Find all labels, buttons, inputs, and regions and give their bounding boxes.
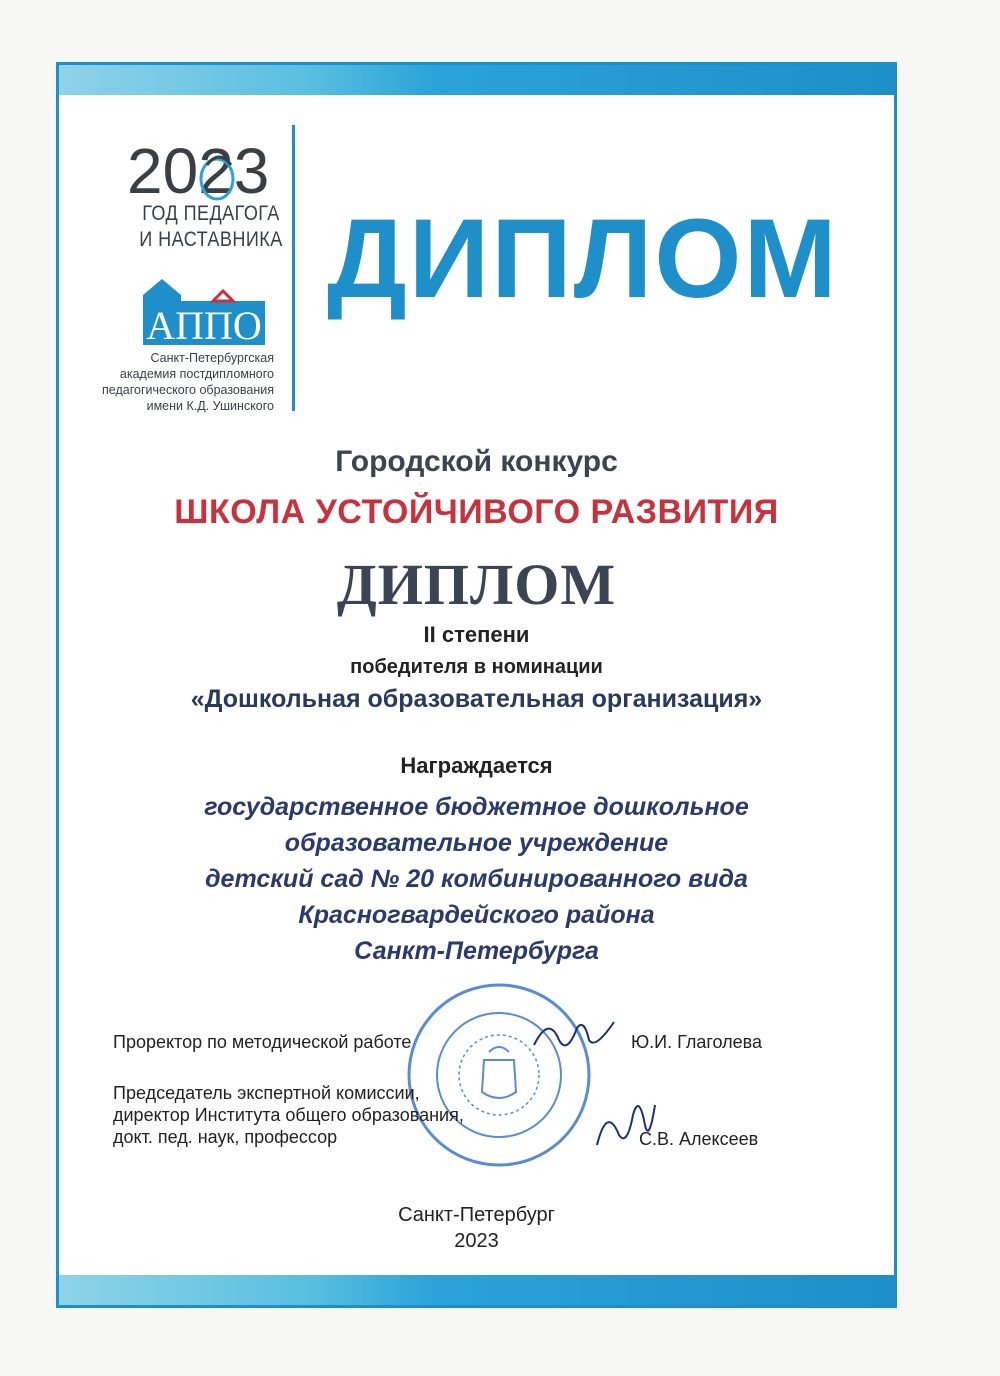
appo-logo bbox=[139, 277, 269, 347]
footer-place-date bbox=[59, 1202, 894, 1254]
year-logo-text: 2023 bbox=[127, 135, 270, 205]
academy-name: Санкт-Петербургская академия постдипломного педагогического образования имени К.Д. Ушинского bbox=[102, 351, 274, 413]
prorector-signature bbox=[529, 1010, 619, 1060]
winner-text: победителя в номинации bbox=[350, 656, 603, 678]
year-logo bbox=[127, 135, 297, 205]
recipient-line: Санкт-Петербурга bbox=[354, 937, 599, 965]
recipient bbox=[59, 789, 894, 969]
prorector-title: Проректор по методической работе bbox=[113, 1032, 412, 1052]
chair-title: Председатель экспертной комиссии, директор Института общего образования, докт. пед. наук, профессор bbox=[113, 1083, 464, 1147]
awarded-label: Награждается bbox=[400, 753, 553, 778]
prorector-name: Ю.И. Глаголева bbox=[631, 1032, 763, 1052]
year-of-teacher-text: ГОД ПЕДАГОГА И НАСТАВНИКА bbox=[139, 202, 283, 251]
diploma-frame bbox=[56, 62, 897, 1308]
footer-city: Санкт-Петербург bbox=[398, 1204, 555, 1226]
top-color-bar bbox=[59, 65, 894, 95]
chair-name: С.В. Алексеев bbox=[639, 1129, 759, 1149]
recipient-line: образовательное учреждение bbox=[284, 829, 669, 857]
contest-name: ШКОЛА УСТОЙЧИВОГО РАЗВИТИЯ bbox=[174, 493, 779, 531]
header-title: ДИПЛОМ bbox=[327, 196, 839, 321]
logo-divider bbox=[292, 125, 295, 411]
recipient-line: детский сад № 20 комбинированного вида bbox=[205, 865, 748, 893]
diploma-degree: II степени bbox=[423, 622, 530, 647]
recipient-line: Красногвардейского района bbox=[298, 901, 655, 929]
coat-of-arms-icon bbox=[482, 1047, 516, 1098]
bottom-color-bar bbox=[59, 1275, 894, 1305]
appo-logo-text: АППО bbox=[146, 303, 262, 347]
footer-year: 2023 bbox=[454, 1230, 499, 1252]
diploma-title: ДИПЛОМ bbox=[336, 552, 617, 617]
recipient-line: государственное бюджетное дошкольное bbox=[204, 793, 749, 821]
contest-label: Городской конкурс bbox=[335, 445, 618, 478]
nomination: «Дошкольная образовательная организация» bbox=[190, 685, 763, 713]
